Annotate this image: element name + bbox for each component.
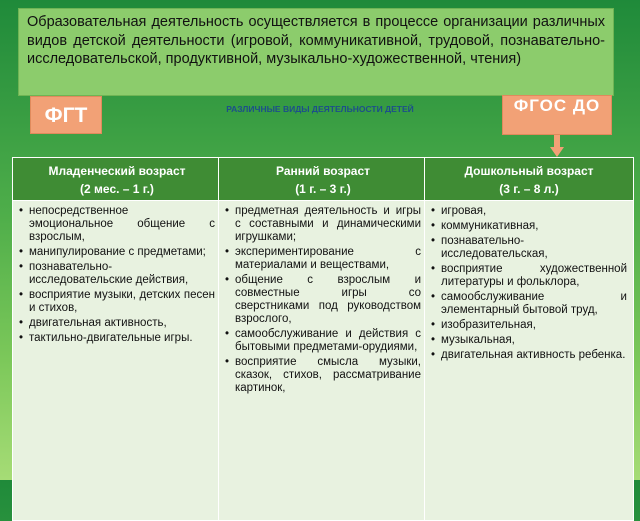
list-item: • коммуникативная, [431, 220, 627, 233]
list-item: • восприятие смысла музыки, сказок, стихов, рассматривание картинок, [225, 356, 421, 395]
column-infant [12, 157, 222, 521]
column-header [424, 157, 634, 201]
column-title: Младенческий возраст [48, 164, 186, 178]
list-item: • восприятие художественной литературы и фольклора, [431, 263, 627, 289]
activity-list [19, 205, 215, 345]
column-body [424, 201, 634, 521]
column-body [218, 201, 428, 521]
list-item: • познавательно-исследовательские действия, [19, 261, 215, 287]
list-item: • изобразительная, [431, 319, 627, 332]
list-item: • самообслуживание и элементарный бытовой труд, [431, 291, 627, 317]
intro-text: Образовательная деятельность осуществляется в процессе организации различных видов детской деятельности (игровой, коммуникативной, трудовой, познавательно-исследовательской, продуктивной, музыкально-художественной, чтения) [18, 8, 614, 96]
list-item: • восприятие музыки, детских песен и стихов, [19, 289, 215, 315]
list-item: • познавательно-исследовательская, [431, 235, 627, 261]
column-header [12, 157, 222, 201]
list-item: • манипулирование с предметами; [19, 246, 215, 259]
list-item: • двигательная активность ребенка. [431, 349, 627, 362]
column-body [12, 201, 222, 521]
list-item: • двигательная активность, [19, 317, 215, 330]
column-age-range: (2 мес. – 1 г.) [80, 182, 154, 196]
column-title: Дошкольный возраст [464, 164, 594, 178]
list-item: • игровая, [431, 205, 627, 218]
column-preschool [424, 157, 634, 521]
list-item: • самообслуживание и действия с бытовыми предметами-орудиями, [225, 328, 421, 354]
badge-fgt: ФГТ [30, 96, 102, 134]
column-age-range: (1 г. – 3 г.) [295, 182, 351, 196]
column-early [218, 157, 428, 521]
column-header [218, 157, 428, 201]
list-item: • музыкальная, [431, 334, 627, 347]
column-title: Ранний возраст [275, 164, 370, 178]
column-age-range: (3 г. – 8 л.) [499, 182, 559, 196]
list-item: • предметная деятельность и игры с составными и динамическими игрушками; [225, 205, 421, 244]
list-item: • экспериментирование с материалами и веществами, [225, 246, 421, 272]
list-item: • непосредственное эмоциональное общение с взрослым, [19, 205, 215, 244]
arrow-down-icon [550, 135, 564, 157]
badge-fgos-do: ФГОС ДО [502, 95, 612, 135]
list-item: • тактильно-двигательные игры. [19, 332, 215, 345]
activity-list [225, 205, 421, 395]
list-item: • общение с взрослым и совместные игры со сверстниками под руководством взрослого, [225, 274, 421, 326]
subtitle: РАЗЛИЧНЫЕ ВИДЫ ДЕЯТЕЛЬНОСТИ ДЕТЕЙ [226, 104, 414, 114]
activity-list [431, 205, 627, 362]
